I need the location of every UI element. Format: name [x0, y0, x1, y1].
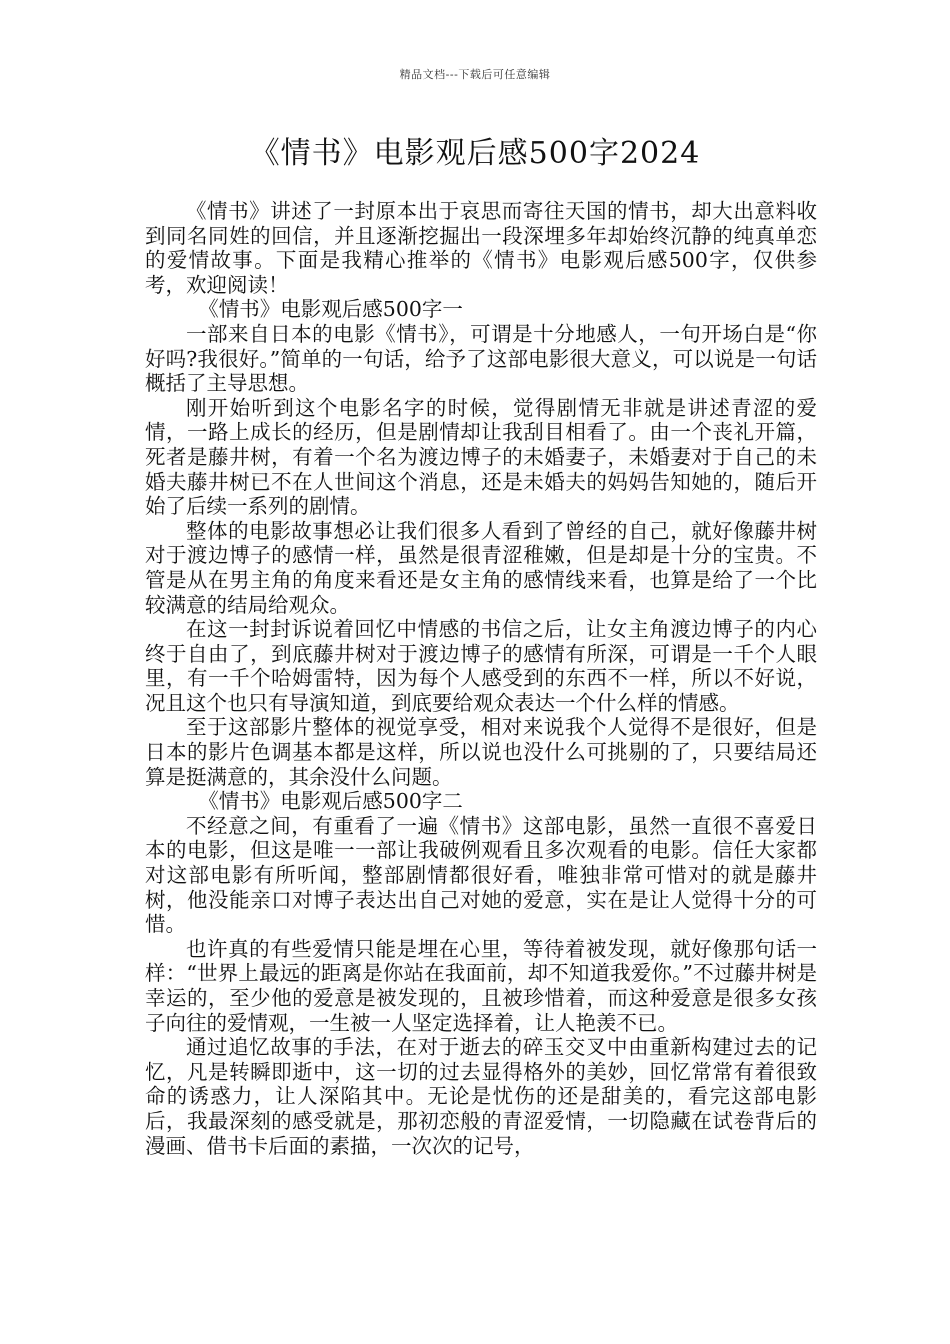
body-paragraph: 刚开始听到这个电影名字的时候，觉得剧情无非就是讲述青涩的爱情，一路上成长的经历，但是剧情却让我刮目相看了。由一个丧礼开篇，死者是藤井树，有着一个名为渡边博子的未婚妻子，未婚妻对于自己的未婚夫藤井树已不在人世间这个消息，还是未婚夫的妈妈告知她的，随后开始了后续一系列的剧情。	[145, 395, 817, 519]
document-body	[145, 199, 817, 1158]
section-heading: 《情书》电影观后感500字一	[198, 297, 463, 322]
body-paragraph: 整体的电影故事想必让我们很多人看到了曾经的自己，就好像藤井树对于渡边博子的感情一样，虽然是很青涩稚嫩，但是却是十分的宝贵。不管是从在男主角的角度来看还是女主角的感情线来看，也算是给了一个比较满意的结局给观众。	[145, 518, 817, 617]
section-heading: 《情书》电影观后感500字二	[198, 789, 463, 814]
body-paragraph: 通过追忆故事的手法，在对于逝去的碎玉交叉中由重新构建过去的记忆，凡是转瞬即逝中，这一切的过去显得格外的美妙，回忆常常有着很致命的诱惑力，让人深陷其中。无论是忧伤的还是甜美的，看完这部电影后，我最深刻的感受就是，那初恋般的青涩爱情，一切隐藏在试卷背后的漫画、借书卡后面的素描，一次次的记号，	[145, 1035, 817, 1158]
body-paragraph: 也许真的有些爱情只能是埋在心里，等待着被发现，就好像那句话一样：“世界上最远的距离是你站在我面前，却不知道我爱你。”不过藤井树是幸运的，至少他的爱意是被发现的，且被珍惜着，而这种爱意是很多女孩子向往的爱情观，一生被一人坚定选择着，让人艳羡不已。	[145, 936, 817, 1035]
body-paragraph: 至于这部影片整体的视觉享受，相对来说我个人觉得不是很好，但是日本的影片色调基本都是这样，所以说也没什么可挑剔的了，只要结局还算是挺满意的，其余没什么问题。	[145, 715, 817, 789]
body-paragraph: 一部来自日本的电影《情书》，可谓是十分地感人，一句开场白是“你好吗?我很好。”简单的一句话，给予了这部电影很大意义，可以说是一句话概括了主导思想。	[145, 321, 817, 396]
document-title: 《情书》电影观后感500字2024	[249, 136, 701, 171]
body-paragraph: 《情书》讲述了一封原本出于哀思而寄往天国的情书，却大出意料收到同名同姓的回信，并且逐渐挖掘出一段深埋多年却始终沉静的纯真单恋的爱情故事。下面是我精心推举的《情书》电影观后感500字，仅供参考，欢迎阅读！	[145, 199, 817, 297]
page-header-note: 精品文档---下载后可任意编辑	[399, 68, 551, 81]
body-paragraph: 在这一封封诉说着回忆中情感的书信之后，让女主角渡边博子的内心终于自由了，到底藤井树对于渡边博子的感情有所深，可谓是一千个人眼里，有一千个哈姆雷特，因为每个人感受到的东西不一样，所以不好说，况且这个也只有导演知道，到底要给观众表达一个什么样的情感。	[145, 617, 817, 715]
body-paragraph: 不经意之间，有重看了一遍《情书》这部电影，虽然一直很不喜爱日本的电影，但这是唯一一部让我破例观看且多次观看的电影。信任大家都对这部电影有所听闻，整部剧情都很好看，唯独非常可惜对的就是藤井树，他没能亲口对博子表达出自己对她的爱意，实在是让人觉得十分的可惜。	[145, 813, 817, 937]
